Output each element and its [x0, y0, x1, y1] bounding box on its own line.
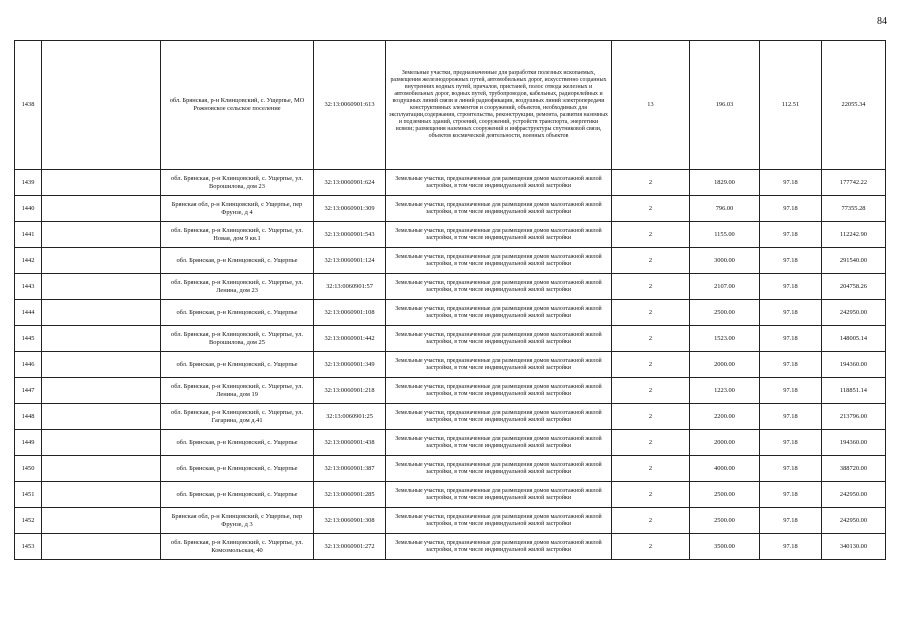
land-use-cell: Земельные участки, предназначенные для размещения домов малоэтажной жилой застройки, в том числе индивидуальной жилой застройки	[386, 352, 612, 378]
address-cell: обл. Брянская, р-н Клинцовский, с. Ущерпье, ул. Ворошилова, дом 25	[161, 326, 314, 352]
land-use-cell: Земельные участки, предназначенные для размещения домов малоэтажной жилой застройки, в том числе индивидуальной жилой застройки	[386, 482, 612, 508]
area-cell: 2200.00	[690, 404, 760, 430]
cadastral-number-cell: 32:13:0060901:613	[314, 41, 386, 170]
area-cell: 2107.00	[690, 274, 760, 300]
area-cell: 3500.00	[690, 534, 760, 560]
category-code-cell: 2	[612, 248, 690, 274]
row-number-cell: 1438	[15, 41, 42, 170]
cadastral-number-cell: 32:13:0060901:438	[314, 430, 386, 456]
address-cell: обл. Брянская, р-н Клинцовский, с. Ущерпье, ул. Ворошилова, дом 23	[161, 170, 314, 196]
empty-cell	[42, 196, 161, 222]
rate-cell: 112.51	[760, 41, 822, 170]
cadastral-value-cell: 242950.00	[822, 482, 886, 508]
empty-cell	[42, 222, 161, 248]
row-number-cell: 1450	[15, 456, 42, 482]
area-cell: 2500.00	[690, 482, 760, 508]
table-row	[15, 41, 886, 170]
cadastral-value-cell: 118851.14	[822, 378, 886, 404]
address-cell: обл. Брянская, р-н Клинцовский, с. Ущерпье	[161, 430, 314, 456]
address-cell: обл. Брянская, р-н Клинцовский, с. Ущерпье, МО Рожновское сельское поселение	[161, 41, 314, 170]
empty-cell	[42, 404, 161, 430]
cadastral-value-cell: 213796.00	[822, 404, 886, 430]
address-cell: обл. Брянская, р-н Клинцовский, с. Ущерпье, ул. Гагарина, дом д.41	[161, 404, 314, 430]
land-use-cell: Земельные участки, предназначенные для размещения домов малоэтажной жилой застройки, в том числе индивидуальной жилой застройки	[386, 378, 612, 404]
area-cell: 2500.00	[690, 508, 760, 534]
land-use-cell: Земельные участки, предназначенные для размещения домов малоэтажной жилой застройки, в том числе индивидуальной жилой застройки	[386, 196, 612, 222]
table-row	[15, 404, 886, 430]
empty-cell	[42, 248, 161, 274]
cadastral-number-cell: 32:13:0060901:624	[314, 170, 386, 196]
land-use-cell: Земельные участки, предназначенные для размещения домов малоэтажной жилой застройки, в том числе индивидуальной жилой застройки	[386, 404, 612, 430]
area-cell: 2000.00	[690, 430, 760, 456]
address-cell: Брянская обл, р-н Клинцовский, с Ущерпье, пер Фрунзе, д 4	[161, 196, 314, 222]
table-row	[15, 482, 886, 508]
rate-cell: 97.18	[760, 482, 822, 508]
address-cell: Брянская обл, р-н Клинцовский, с Ущерпье, пер Фрунзе, д 3	[161, 508, 314, 534]
area-cell: 3000.00	[690, 248, 760, 274]
cadastral-value-cell: 177742.22	[822, 170, 886, 196]
cadastral-number-cell: 32:13:0060901:272	[314, 534, 386, 560]
rate-cell: 97.18	[760, 222, 822, 248]
rate-cell: 97.18	[760, 534, 822, 560]
area-cell: 1829.00	[690, 170, 760, 196]
land-use-cell: Земельные участки, предназначенные для размещения домов малоэтажной жилой застройки, в том числе индивидуальной жилой застройки	[386, 248, 612, 274]
category-code-cell: 2	[612, 456, 690, 482]
cadastral-value-cell: 194360.00	[822, 352, 886, 378]
cadastral-number-cell: 32:13:0060901:285	[314, 482, 386, 508]
land-use-cell: Земельные участки, предназначенные для размещения домов малоэтажной жилой застройки, в том числе индивидуальной жилой застройки	[386, 326, 612, 352]
rate-cell: 97.18	[760, 196, 822, 222]
category-code-cell: 2	[612, 170, 690, 196]
cadastral-value-cell: 194360.00	[822, 430, 886, 456]
address-cell: обл. Брянская, р-н Клинцовский, с. Ущерпье	[161, 456, 314, 482]
row-number-cell: 1443	[15, 274, 42, 300]
row-number-cell: 1441	[15, 222, 42, 248]
cadastral-value-cell: 112242.90	[822, 222, 886, 248]
category-code-cell: 2	[612, 404, 690, 430]
rate-cell: 97.18	[760, 378, 822, 404]
cadastral-number-cell: 32:13:0060901:387	[314, 456, 386, 482]
cadastral-number-cell: 32:13:0060901:57	[314, 274, 386, 300]
table-row	[15, 378, 886, 404]
table-row	[15, 508, 886, 534]
empty-cell	[42, 378, 161, 404]
table-row	[15, 534, 886, 560]
area-cell: 196.03	[690, 41, 760, 170]
land-use-cell: Земельные участки, предназначенные для размещения домов малоэтажной жилой застройки, в том числе индивидуальной жилой застройки	[386, 508, 612, 534]
land-use-cell: Земельные участки, предназначенные для размещения домов малоэтажной жилой застройки, в том числе индивидуальной жилой застройки	[386, 534, 612, 560]
rate-cell: 97.18	[760, 508, 822, 534]
empty-cell	[42, 482, 161, 508]
cadastral-value-cell: 291540.00	[822, 248, 886, 274]
category-code-cell: 2	[612, 430, 690, 456]
rate-cell: 97.18	[760, 326, 822, 352]
row-number-cell: 1444	[15, 300, 42, 326]
land-use-cell: Земельные участки, предназначенные для разработки полезных ископаемых, размещения железнодорожных путей, автомобильных дорог, искусственно созданных внутренних водных путей, причалов, пристаней, полос отвода железных и автомобильных дорог, водных путей, трубопроводов, кабельных, радиорелейных и воздушных линий связи и линий радиофикации, воздушных линий электропередачи конструктивных элементов и сооружений, объектов, необходимых для эксплуатации,содержания, строительства, реконструкции, ремонта, развития наземных и подземных зданий, строений, сооружений, устройств транспорта, энергетики исвязи; размещения наземных сооружений и инфраструктуры спутниковой связи, объектов космической деятельности, военных объектов	[386, 41, 612, 170]
empty-cell	[42, 534, 161, 560]
row-number-cell: 1452	[15, 508, 42, 534]
category-code-cell: 2	[612, 196, 690, 222]
empty-cell	[42, 274, 161, 300]
empty-cell	[42, 508, 161, 534]
area-cell: 1155.00	[690, 222, 760, 248]
cadastral-number-cell: 32:13:0060901:124	[314, 248, 386, 274]
address-cell: обл. Брянская, р-н Клинцовский, с. Ущерпье	[161, 352, 314, 378]
rate-cell: 97.18	[760, 456, 822, 482]
address-cell: обл. Брянская, р-н Клинцовский, с. Ущерпье	[161, 482, 314, 508]
land-use-cell: Земельные участки, предназначенные для размещения домов малоэтажной жилой застройки, в том числе индивидуальной жилой застройки	[386, 170, 612, 196]
table-row	[15, 248, 886, 274]
empty-cell	[42, 352, 161, 378]
rate-cell: 97.18	[760, 404, 822, 430]
row-number-cell: 1451	[15, 482, 42, 508]
table-row	[15, 326, 886, 352]
category-code-cell: 2	[612, 352, 690, 378]
rate-cell: 97.18	[760, 430, 822, 456]
row-number-cell: 1445	[15, 326, 42, 352]
page-number: 84	[877, 16, 887, 27]
address-cell: обл. Брянская, р-н Клинцовский, с. Ущерпье	[161, 300, 314, 326]
row-number-cell: 1439	[15, 170, 42, 196]
cadastral-value-cell: 77355.28	[822, 196, 886, 222]
table-row	[15, 300, 886, 326]
cadastral-number-cell: 32:13:0060901:308	[314, 508, 386, 534]
category-code-cell: 2	[612, 378, 690, 404]
row-number-cell: 1453	[15, 534, 42, 560]
land-use-cell: Земельные участки, предназначенные для размещения домов малоэтажной жилой застройки, в том числе индивидуальной жилой застройки	[386, 274, 612, 300]
land-use-cell: Земельные участки, предназначенные для размещения домов малоэтажной жилой застройки, в том числе индивидуальной жилой застройки	[386, 300, 612, 326]
address-cell: обл. Брянская, р-н Клинцовский, с. Ущерпье, ул. Новая, дом 9 кв.1	[161, 222, 314, 248]
land-use-cell: Земельные участки, предназначенные для размещения домов малоэтажной жилой застройки, в том числе индивидуальной жилой застройки	[386, 222, 612, 248]
category-code-cell: 2	[612, 508, 690, 534]
cadastral-number-cell: 32:13:0060901:543	[314, 222, 386, 248]
cadastral-number-cell: 32:13:0060901:442	[314, 326, 386, 352]
row-number-cell: 1446	[15, 352, 42, 378]
category-code-cell: 2	[612, 274, 690, 300]
cadastral-value-cell: 388720.00	[822, 456, 886, 482]
area-cell: 4000.00	[690, 456, 760, 482]
address-cell: обл. Брянская, р-н Клинцовский, с. Ущерпье, ул. Ленина, дом 23	[161, 274, 314, 300]
cadastral-number-cell: 32:13:0060901:108	[314, 300, 386, 326]
cadastral-value-cell: 22055.34	[822, 41, 886, 170]
category-code-cell: 2	[612, 222, 690, 248]
cadastral-value-cell: 242950.00	[822, 300, 886, 326]
empty-cell	[42, 41, 161, 170]
address-cell: обл. Брянская, р-н Клинцовский, с. Ущерпье, ул. Ленина, дом 19	[161, 378, 314, 404]
row-number-cell: 1442	[15, 248, 42, 274]
cadastral-number-cell: 32:13:0060901:309	[314, 196, 386, 222]
cadastral-number-cell: 32:13:0060901:349	[314, 352, 386, 378]
table-row	[15, 456, 886, 482]
category-code-cell: 2	[612, 326, 690, 352]
cadastral-value-cell: 340130.00	[822, 534, 886, 560]
area-cell: 1523.00	[690, 326, 760, 352]
table-row	[15, 274, 886, 300]
row-number-cell: 1447	[15, 378, 42, 404]
land-use-cell: Земельные участки, предназначенные для размещения домов малоэтажной жилой застройки, в том числе индивидуальной жилой застройки	[386, 430, 612, 456]
empty-cell	[42, 326, 161, 352]
rate-cell: 97.18	[760, 170, 822, 196]
address-cell: обл. Брянская, р-н Клинцовский, с. Ущерпье, ул. Комсомольская, 40	[161, 534, 314, 560]
rate-cell: 97.18	[760, 352, 822, 378]
empty-cell	[42, 170, 161, 196]
rate-cell: 97.18	[760, 300, 822, 326]
category-code-cell: 2	[612, 482, 690, 508]
table-row	[15, 222, 886, 248]
cadastral-number-cell: 32:13:0060901:25	[314, 404, 386, 430]
empty-cell	[42, 430, 161, 456]
cadastral-value-cell: 148005.14	[822, 326, 886, 352]
table-row	[15, 352, 886, 378]
area-cell: 2000.00	[690, 352, 760, 378]
area-cell: 1223.00	[690, 378, 760, 404]
rate-cell: 97.18	[760, 248, 822, 274]
empty-cell	[42, 300, 161, 326]
category-code-cell: 13	[612, 41, 690, 170]
land-registry-table	[14, 40, 886, 560]
table-row	[15, 196, 886, 222]
table-row	[15, 430, 886, 456]
registry-rows	[15, 41, 886, 560]
cadastral-value-cell: 242950.00	[822, 508, 886, 534]
address-cell: обл. Брянская, р-н Клинцовский, с. Ущерпье	[161, 248, 314, 274]
land-use-cell: Земельные участки, предназначенные для размещения домов малоэтажной жилой застройки, в том числе индивидуальной жилой застройки	[386, 456, 612, 482]
row-number-cell: 1449	[15, 430, 42, 456]
category-code-cell: 2	[612, 300, 690, 326]
rate-cell: 97.18	[760, 274, 822, 300]
cadastral-value-cell: 204758.26	[822, 274, 886, 300]
table-row	[15, 170, 886, 196]
area-cell: 796.00	[690, 196, 760, 222]
area-cell: 2500.00	[690, 300, 760, 326]
row-number-cell: 1440	[15, 196, 42, 222]
cadastral-number-cell: 32:13:0060901:218	[314, 378, 386, 404]
empty-cell	[42, 456, 161, 482]
category-code-cell: 2	[612, 534, 690, 560]
row-number-cell: 1448	[15, 404, 42, 430]
